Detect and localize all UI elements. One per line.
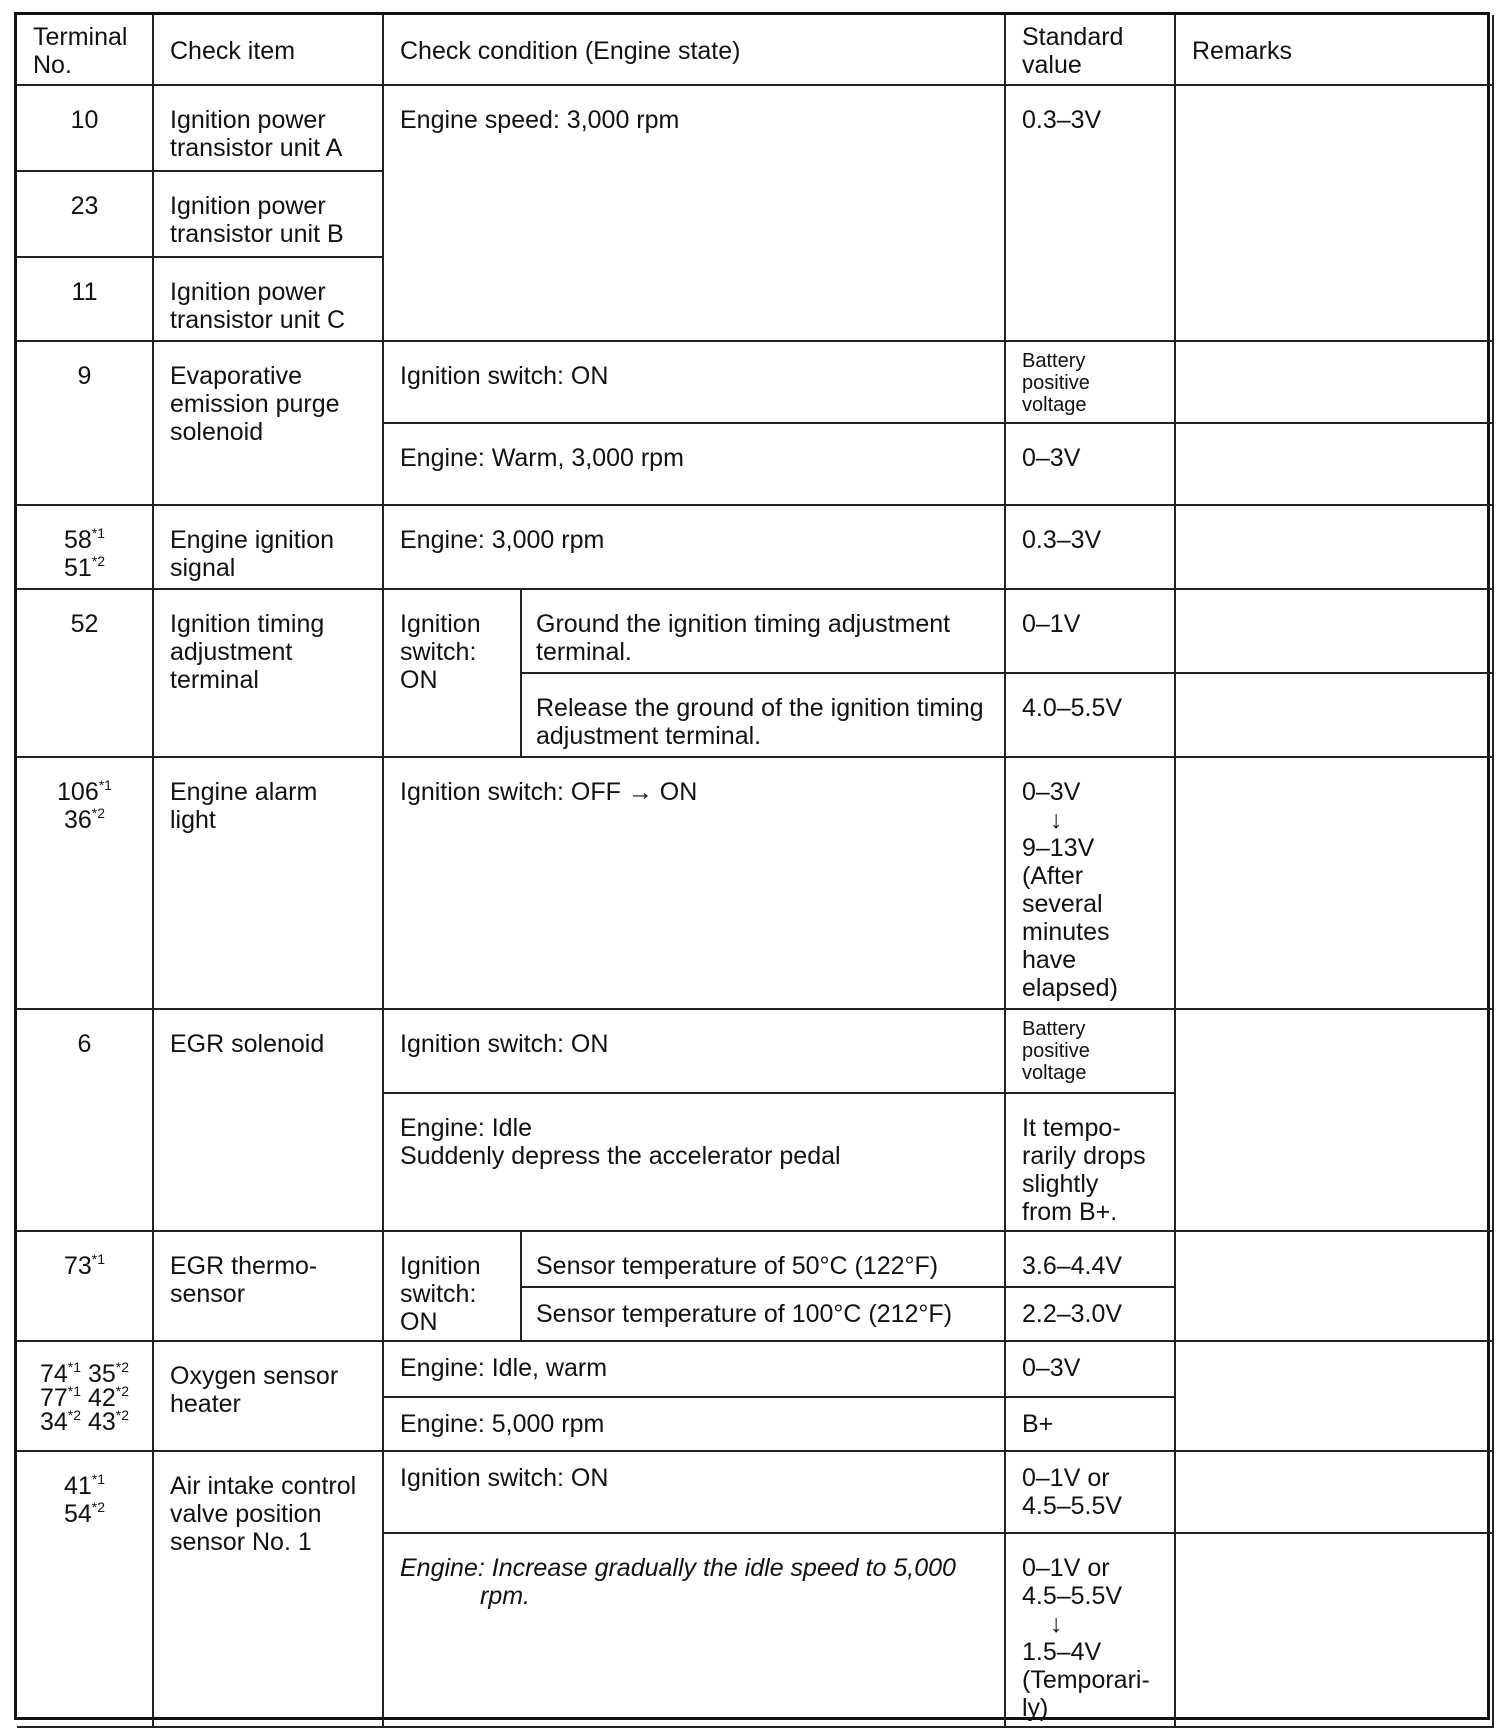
condition-cell: Engine: 5,000 rpm — [383, 1397, 1005, 1451]
table-row — [17, 1009, 1493, 1093]
check-item-cell: Evaporative emission purge solenoid — [153, 341, 383, 505]
down-arrow-icon: ↓ — [1050, 1610, 1063, 1638]
condition-cell: Engine: Increase gradually the idle speed to 5,000 rpm. — [383, 1533, 1005, 1727]
remarks-cell — [1175, 1009, 1493, 1231]
remarks-cell — [1175, 341, 1493, 423]
check-item-cell: EGR thermo- sensor — [153, 1231, 383, 1341]
condition-cell: Engine: 3,000 rpm — [383, 505, 1005, 589]
terminal-cell: 52 — [17, 589, 153, 757]
check-item-cell: Engine alarm light — [153, 757, 383, 1009]
standard-value-cell: 0–1V or 4.5–5.5V ↓ 1.5–4V (Temporari- ly) — [1005, 1533, 1175, 1727]
check-item-cell: EGR solenoid — [153, 1009, 383, 1231]
sub-condition-cell: Ground the ignition timing adjustment terminal. — [521, 589, 1005, 673]
remarks-cell — [1175, 1231, 1493, 1341]
standard-value-cell: 3.6–4.4V — [1005, 1231, 1175, 1287]
header-terminal-no: Terminal No. — [17, 15, 153, 85]
standard-value-cell: Battery positive voltage — [1005, 341, 1175, 423]
terminal-cell: 106$^{*1}$ 36$^{*2}$ — [17, 757, 153, 1009]
sub-condition-cell: Sensor temperature of 100°C (212°F) — [521, 1287, 1005, 1341]
terminal-cell: 9 — [17, 341, 153, 505]
remarks-cell — [1175, 1533, 1493, 1727]
standard-value-cell: B+ — [1005, 1397, 1175, 1451]
remarks-cell — [1175, 1451, 1493, 1533]
remarks-cell — [1175, 589, 1493, 673]
condition-cell: Engine speed: 3,000 rpm — [383, 85, 1005, 341]
terminal-cell: 6 — [17, 1009, 153, 1231]
standard-value-cell: 0.3–3V — [1005, 85, 1175, 341]
condition-cell: Ignition switch: ON — [383, 1009, 1005, 1093]
check-item-cell: Oxygen sensor heater — [153, 1341, 383, 1451]
standard-value-cell: 2.2–3.0V — [1005, 1287, 1175, 1341]
terminal-cell: 74$^{*1}$ 35$^{*2}$ 77$^{*1}$ 42$^{*2}$ 34$^{*2}$ 43$^{*2}$ — [17, 1341, 153, 1451]
spec-sheet — [14, 12, 1490, 1720]
remarks-cell — [1175, 505, 1493, 589]
table-row — [17, 589, 1493, 673]
standard-value-cell: 0–1V — [1005, 589, 1175, 673]
condition-group-cell: Ignition switch: ON — [383, 1231, 521, 1341]
standard-value-cell: 0–1V or 4.5–5.5V — [1005, 1451, 1175, 1533]
table-row — [17, 1231, 1493, 1287]
check-item-cell: Ignition power transistor unit B — [153, 171, 383, 257]
standard-value-cell: 0–3V — [1005, 423, 1175, 505]
standard-value-cell: 0–3V — [1005, 1341, 1175, 1397]
header-remarks: Remarks — [1175, 15, 1493, 85]
terminal-cell: 58$^{*1}$ 51$^{*2}$ — [17, 505, 153, 589]
terminal-cell: 23 — [17, 171, 153, 257]
remarks-cell — [1175, 757, 1493, 1009]
check-item-cell: Ignition timing adjustment terminal — [153, 589, 383, 757]
standard-value-cell: 4.0–5.5V — [1005, 673, 1175, 757]
header-row — [17, 15, 1493, 85]
condition-cell: Ignition switch: OFF → ON — [383, 757, 1005, 1009]
terminal-cell: 10 — [17, 85, 153, 171]
table-row — [17, 1341, 1493, 1397]
remarks-cell — [1175, 85, 1493, 341]
check-item-cell: Ignition power transistor unit A — [153, 85, 383, 171]
header-check-item: Check item — [153, 15, 383, 85]
condition-cell: Engine: Warm, 3,000 rpm — [383, 423, 1005, 505]
table-row — [17, 1451, 1493, 1533]
check-item-cell: Ignition power transistor unit C — [153, 257, 383, 341]
down-arrow-icon: ↓ — [1050, 806, 1063, 834]
standard-value-cell: Battery positive voltage — [1005, 1009, 1175, 1093]
header-check-condition: Check condition (Engine state) — [383, 15, 1005, 85]
terminal-check-table — [17, 15, 1494, 1728]
standard-value-cell: 0–3V ↓ 9–13V (After several minutes have elapsed) — [1005, 757, 1175, 1009]
table-row — [17, 505, 1493, 589]
remarks-cell — [1175, 673, 1493, 757]
condition-cell: Engine: Idle Suddenly depress the accelerator pedal — [383, 1093, 1005, 1231]
terminal-cell: 11 — [17, 257, 153, 341]
table-row — [17, 341, 1493, 423]
standard-value-cell: It tempo- rarily drops slightly from B+. — [1005, 1093, 1175, 1231]
condition-cell: Ignition switch: ON — [383, 1451, 1005, 1533]
table-row — [17, 757, 1493, 1009]
check-item-cell: Engine ignition signal — [153, 505, 383, 589]
terminal-cell: 41$^{*1}$ 54$^{*2}$ — [17, 1451, 153, 1727]
condition-group-cell: Ignition switch: ON — [383, 589, 521, 757]
condition-cell: Ignition switch: ON — [383, 341, 1005, 423]
table-row — [17, 85, 1493, 171]
terminal-cell: 73$^{*1}$ — [17, 1231, 153, 1341]
remarks-cell — [1175, 1341, 1493, 1451]
check-item-cell: Air intake control valve position sensor No. 1 — [153, 1451, 383, 1727]
condition-cell: Engine: Idle, warm — [383, 1341, 1005, 1397]
sub-condition-cell: Release the ground of the ignition timing adjustment terminal. — [521, 673, 1005, 757]
header-standard-value: Standard value — [1005, 15, 1175, 85]
sub-condition-cell: Sensor temperature of 50°C (122°F) — [521, 1231, 1005, 1287]
remarks-cell — [1175, 423, 1493, 505]
standard-value-cell: 0.3–3V — [1005, 505, 1175, 589]
